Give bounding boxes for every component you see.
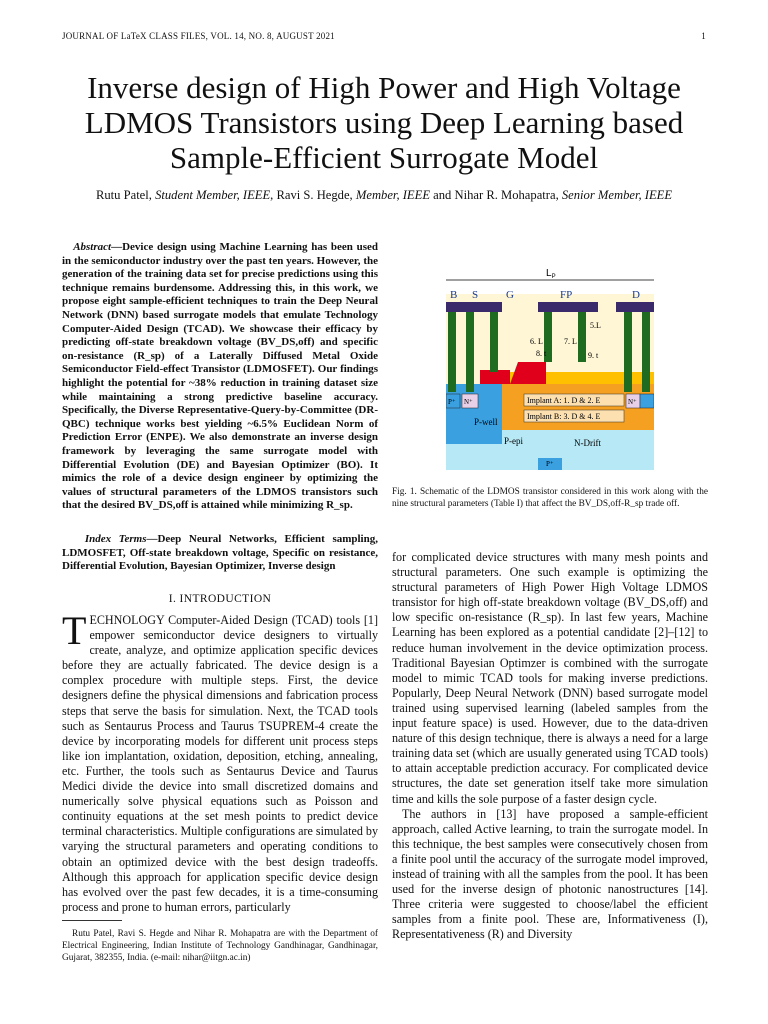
caption-text: Schematic of the LDMOS transistor considered in this work along with the nine structural parameters (Table I) that affect the BV_DS,off-R_sp trade off. [392, 487, 708, 509]
author-2-role: Member, IEEE [355, 188, 431, 202]
index-terms-label: Index Terms [84, 533, 147, 545]
drop-cap: T [62, 608, 87, 653]
right-paragraph-2: The authors in [13] have proposed a sample-efficient approach, called Active learning, to train the surrogate model. In this technique, the best samples were consecutively chosen from a finite pool until the accuracy of the surrogate model improved, instead of training with all the samples from the pool. It has been used for the inverse design of photonic nanostructures [14]. Three criteria were suggested to choose/label the efficient samples from a finite pool. These are, Informativeness (I), Representativeness (R) and Diversity [392, 806, 708, 942]
param-9: 9. t [588, 351, 599, 360]
author-1: Rutu Patel, [95, 188, 152, 202]
param-8: 8. t [536, 349, 547, 358]
param-5: 5.L [590, 321, 601, 330]
journal-header: JOURNAL OF LaTeX CLASS FILES, VOL. 14, NO. 8, AUGUST 2021 [62, 31, 335, 41]
ldmos-schematic [446, 262, 654, 470]
caption-label: Fig. 1. [392, 487, 417, 497]
p-plus-right [640, 394, 654, 408]
terminal-fp: FP [560, 289, 573, 301]
implant-a-label: Implant A: 1. D & 2. E [527, 396, 601, 405]
param-7: 7. L [564, 337, 577, 346]
label-ndrift: N-Drift [574, 438, 601, 448]
metal-field-plate [538, 302, 598, 312]
author-line [40, 188, 728, 203]
section-heading: I. INTRODUCTION [168, 593, 272, 605]
terminal-g: G [506, 289, 514, 301]
terminal-b: B [450, 289, 458, 301]
figure-caption [392, 486, 708, 510]
author-3-role: Senior Member, IEEE [561, 188, 673, 202]
introduction-body: ECHNOLOGY Computer-Aided Design (TCAD) tools [1] empower semiconductor device designers to virtually create, analyze, and optimize application specific devices before they are actually fabricated. The device design is a complex procedure with multiple steps. First, the device designers define the physical dimensions and fabrication process steps that serve the basis for simulation. Next, the TCAD tools such as Sentaurus Process and Taurus TSUPREM-4 create the device by incorporating models for different unit process steps like ion implantation, oxidation, deposition, etching, annealing, etc. Further, the tools such as Sentaurus Device and Taurus Medici divide the device into small discretized domains and numerically solve physical equations such as Poisson and continuity equations at the set mesh points to predict device terminal characteristics. Multiple configurations are simulated by varying the structural parameters and operating conditions to obtain an optimized device with the best design tradeoffs. Although this approach for application specific device design has evolved over the past few decades, it is a time-consuming process and prone to human errors, particularly [62, 613, 379, 914]
introduction-text [62, 608, 379, 915]
index-terms-text: —Deep Neural Networks, Efficient sampling, LDMOSFET, Off-state breakdown voltage, Specific on resistance, Differential Evolution, Bayesian Optimizer, Inverse design [62, 533, 378, 573]
label-pplus-left: P⁺ [448, 398, 456, 406]
right-column-text [392, 550, 708, 942]
contact-6 [624, 312, 632, 392]
implant-b-label: Implant B: 3. D & 4. E [527, 412, 601, 421]
metal-source [446, 302, 502, 312]
label-pplus-bottom: P⁺ [546, 460, 554, 468]
label-pwell: P-well [474, 417, 498, 427]
abstract-text: —Device design using Machine Learning has been used in the semiconductor industry over the past ten years. However, the generation of the training data set for precise predictions using this technique remains burdensome. Addressing this, in this work, we propose eight sample-efficient techniques to train the Deep Neural Network (DNN) based surrogate models that emulate Technology Computer-Aided Design (TCAD). We showcase their efficacy by predicting off-state breakdown voltage (BV_DS,off) and specific on-resistance (R_sp) of a Laterally Diffused Metal Oxide Semiconductor Field-effect Transistor (LDMOSFET). Our findings highlight the potential for ~38% reduction in training dataset size while maintaining a strong predictive baseline accuracy. Specifically, the Diverse Representative-Query-by-Committee (DR-QBC) technique works best yielding ~6.5% Euclidean Norm of Prediction Error (ENPE). We also demonstrate an inverse design framework by leveraging the same surrogate model with Differential Evolution (DE) and Bayesian Optimizer (BO). It mimics the role of a device design engineer by optimizing the values of structural parameters of the LDMOS transistors such that the desired BV_DS,off is attained while minimizing R_sp. [62, 241, 378, 512]
terminal-d: D [632, 289, 640, 301]
label-nplus-right: N⁺ [628, 398, 637, 406]
contact-1 [448, 312, 456, 392]
contact-2 [466, 312, 474, 392]
contact-3 [490, 312, 498, 372]
paper-title: Inverse design of High Power and High Voltage LDMOS Transistors using Deep Learning based Sample-Efficient Surrogate Model [84, 70, 684, 175]
author-2: , Ravi S. Hegde, [270, 188, 353, 202]
affiliation-footnote: Rutu Patel, Ravi S. Hegde and Nihar R. Mohapatra are with the Department of Electrical Engineering, Indian Institute of Technology Gandhinagar, Gandhinagar, Gujarat, 382355, India. (e-mail: nihar@iitgn.ac.in) [62, 929, 378, 963]
terminal-s: S [472, 289, 479, 301]
gate-poly [480, 370, 510, 384]
lp-label: $L_P$ [546, 268, 556, 280]
running-header [62, 31, 706, 45]
right-paragraph-1: for complicated device structures with many mesh points and structural parameters. One such example is optimizing the structural parameters of High Power High Voltage LDMOS transistor for high off-state breakdown voltage (BV_DS,off) and low specific on-resistance (R_sp). In last few years, Machine Learning has been explored as a potential candidate [2]–[12] to reduce human involvement in the device optimization process. Traditional Bayesian Optimzer is combined with the surrogate model to mimic TCAD tools for making inverse predictions. Popularly, Deep Neural Network (DNN) based surrogate model trained using supervised learning (labeled samples from the input feature space) is used. However, due to the data-driven nature of this design technique, there is always a need for a large training data set (which are usually generated using TCAD tools) to attain acceptable prediction accuracy. For complicated device structures, the date set generation itself take more simulation time and kills the sole purpose of a faster design cycle. [392, 550, 708, 806]
index-terms [62, 533, 378, 574]
author-3: and Nihar R. Mohapatra, [430, 188, 559, 202]
label-pepi: P-epi [504, 436, 523, 446]
abstract [62, 241, 378, 513]
param-6: 6. L [530, 337, 543, 346]
abstract-label: Abstract [73, 241, 112, 253]
contact-5 [578, 312, 586, 362]
footnote-rule [62, 920, 122, 921]
p-well-region [446, 384, 502, 444]
label-nplus-left: N⁺ [464, 398, 473, 406]
author-1-role: Student Member, IEEE [155, 188, 271, 202]
contact-7 [642, 312, 650, 392]
page-number: 1 [701, 31, 706, 41]
metal-drain [616, 302, 654, 312]
